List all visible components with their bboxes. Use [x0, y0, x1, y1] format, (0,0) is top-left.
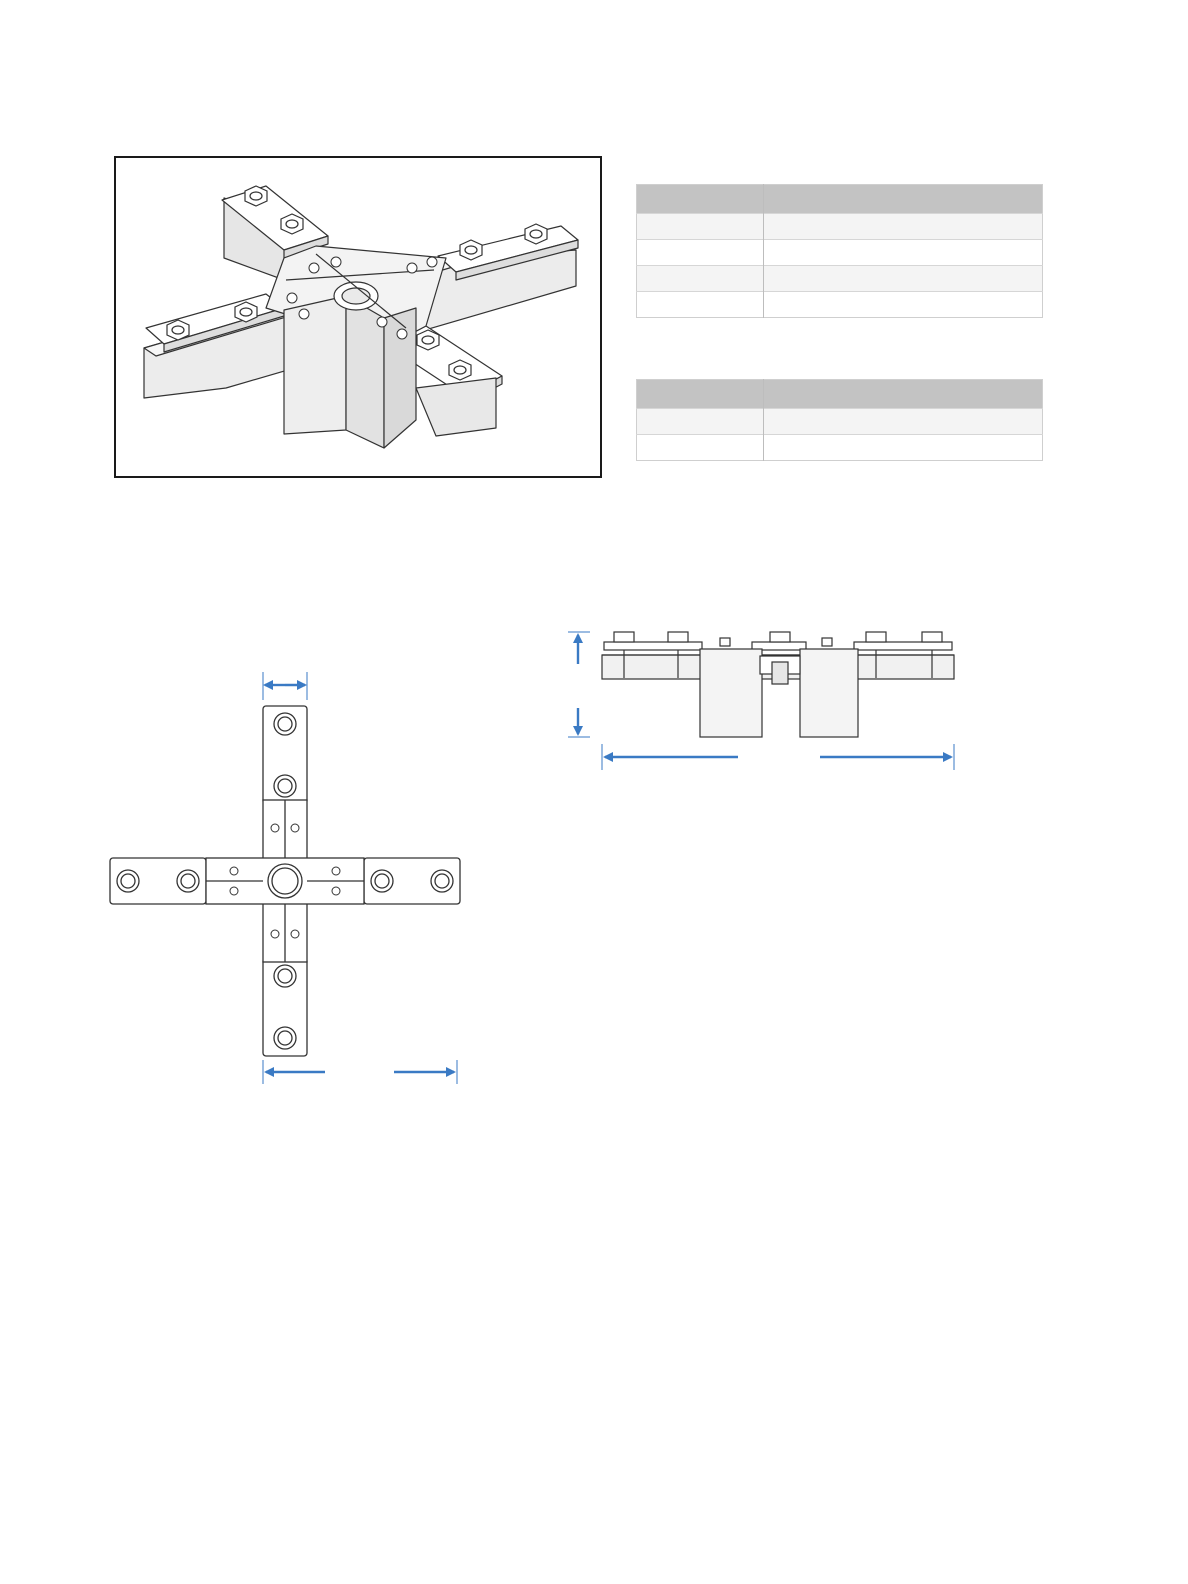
height-dimension [568, 632, 590, 737]
length-dimension [602, 744, 954, 770]
side-elevation-drawing [602, 632, 954, 737]
plan-view-drawing [110, 706, 460, 1056]
half-length-dimension [263, 1060, 457, 1084]
arm-width-dimension [263, 672, 307, 700]
